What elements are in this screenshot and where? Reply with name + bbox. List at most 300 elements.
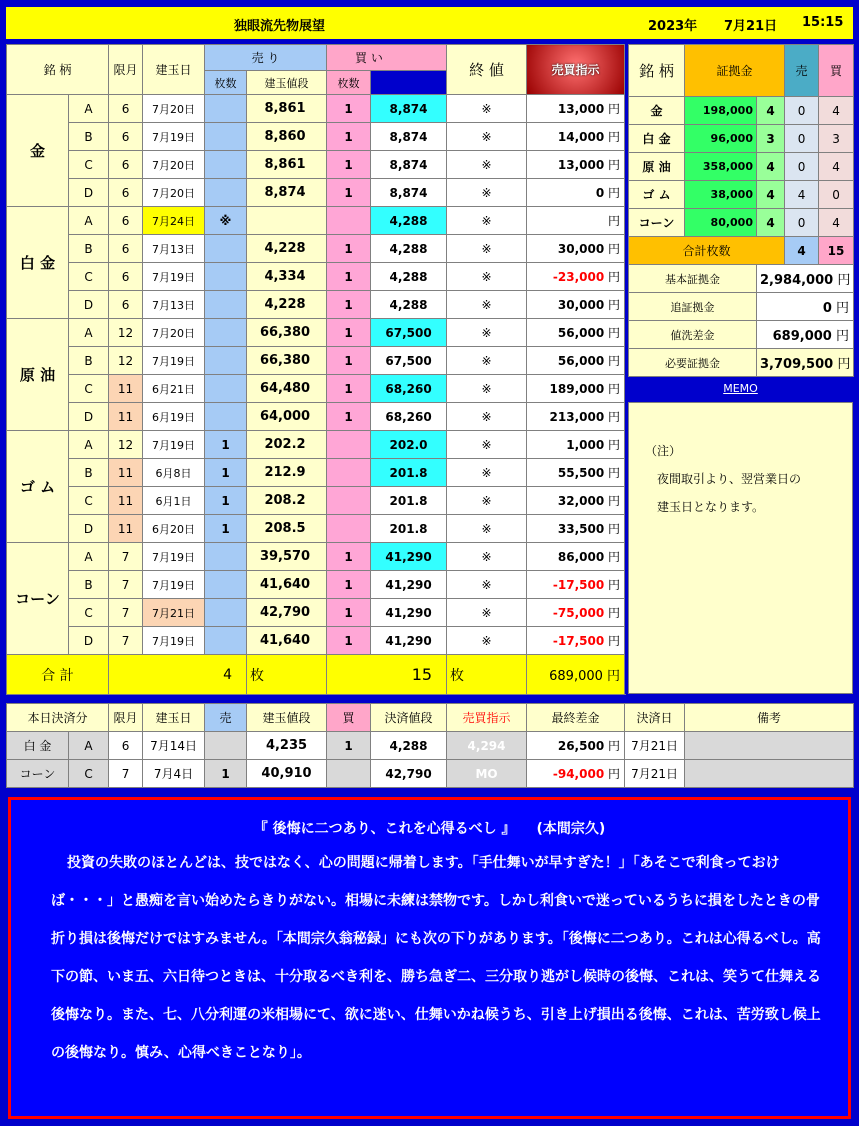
group-name: ゴ ム [7,431,69,543]
row-letter: D [69,179,109,207]
row-diff: -17,500 [552,634,605,648]
row-diff-cell [527,151,625,179]
row-date: 7月20日 [143,319,205,347]
margin-row [629,209,854,237]
row-buy-qty [327,207,371,235]
set-col-gentsuki: 限月 [109,704,143,732]
settle-sell: 1 [205,760,247,788]
summary-row [629,349,854,377]
row-month: 12 [109,347,143,375]
margin-buy: 3 [819,125,854,153]
totals-row [7,655,625,695]
row-month: 11 [109,403,143,431]
row-price: 41,640 [247,571,327,599]
memo-line: 建玉日となります。 [645,500,765,514]
row-yen: 円 [608,382,621,396]
row-yen: 円 [608,326,621,340]
row-buy-qty: 1 [327,235,371,263]
settle-note [685,732,854,760]
margin-name: 原 油 [629,153,685,181]
row-diff: 0 [595,186,605,200]
row-yen: 円 [608,242,621,256]
margin-buy: 4 [819,209,854,237]
margin-amount: 96,000 [685,125,757,153]
row-diff-cell [527,627,625,655]
margin-name: 白 金 [629,125,685,153]
row-yen: 円 [608,186,621,200]
row-sell-qty [205,123,247,151]
row-price: 64,000 [247,403,327,431]
margin-units: 4 [757,97,785,125]
row-close: 67,500 [371,347,447,375]
table-row [7,207,625,235]
row-price: 4,334 [247,263,327,291]
row-date: 7月21日 [143,599,205,627]
settle-settle-price: 42,790 [371,760,447,788]
settle-date: 7月14日 [143,732,205,760]
margin-amount: 80,000 [685,209,757,237]
row-price: 8,861 [247,151,327,179]
summary-value: 2,984,000 [760,273,834,288]
row-close: 8,874 [371,95,447,123]
settle-name: コーン [7,760,69,788]
row-close: 41,290 [371,543,447,571]
row-buy-qty: 1 [327,375,371,403]
margin-name: コーン [629,209,685,237]
row-close: 4,288 [371,263,447,291]
row-sell-qty: 1 [205,431,247,459]
row-date: 7月20日 [143,151,205,179]
row-diff-cell [527,347,625,375]
settle-date-done: 7月21日 [625,732,685,760]
header-time: 15:15 [802,15,844,30]
group-name: 白 金 [7,207,69,319]
table-row [7,543,625,571]
row-shiji: ※ [447,291,527,319]
summary-row [629,321,854,349]
row-sell-qty: ※ [205,207,247,235]
side-total-buy: 15 [819,237,854,265]
row-shiji: ※ [447,207,527,235]
row-date: 6月1日 [143,487,205,515]
settle-row [7,732,854,760]
row-diff-cell [527,459,625,487]
row-letter: D [69,515,109,543]
summary-label: 基本証拠金 [629,265,757,293]
row-diff: 30,000 [557,298,605,312]
row-shiji: ※ [447,95,527,123]
row-diff-cell [527,599,625,627]
row-buy-qty: 1 [327,123,371,151]
settle-note [685,760,854,788]
settle-row [7,760,854,788]
row-diff-cell [527,207,625,235]
row-sell-qty: 1 [205,515,247,543]
row-shiji: ※ [447,487,527,515]
row-price: 212.9 [247,459,327,487]
settle-buy [327,760,371,788]
settle-month: 7 [109,760,143,788]
row-shiji: ※ [447,431,527,459]
margin-buy: 0 [819,181,854,209]
baibai-shiji-button[interactable]: 売買指示 [527,45,625,95]
set-col-shiji: 売買指示 [447,704,527,732]
row-buy-qty [327,515,371,543]
row-close: 8,874 [371,123,447,151]
row-buy-qty: 1 [327,95,371,123]
settle-yen: 円 [608,767,621,781]
row-shiji: ※ [447,515,527,543]
memo-line: 夜間取引より、翌営業日の [645,472,802,486]
row-diff: 86,000 [557,550,605,564]
row-close: 4,288 [371,235,447,263]
row-close: 201.8 [371,459,447,487]
totals-yen: 円 [607,669,621,684]
set-col-kessaibi: 決済日 [625,704,685,732]
summary-yen: 円 [837,273,851,288]
side-col-shokokin: 証拠金 [685,45,785,97]
side-total-sell: 4 [785,237,819,265]
margin-name: ゴ ム [629,181,685,209]
row-diff-cell [527,291,625,319]
row-diff: -17,500 [552,578,605,592]
row-buy-qty: 1 [327,263,371,291]
row-price: 8,874 [247,179,327,207]
memo-line: （注） [645,444,682,458]
settle-price: 4,235 [247,732,327,760]
row-buy-qty: 1 [327,319,371,347]
row-yen: 円 [608,634,621,648]
settle-letter: A [69,732,109,760]
margin-row [629,153,854,181]
row-buy-qty: 1 [327,151,371,179]
row-diff: 13,000 [557,158,605,172]
row-letter: A [69,543,109,571]
row-diff: 33,500 [557,522,605,536]
row-month: 6 [109,123,143,151]
col-gentsuki: 限月 [109,45,143,95]
row-yen: 円 [608,102,621,116]
row-letter: C [69,375,109,403]
row-diff: 13,000 [557,102,605,116]
row-month: 11 [109,459,143,487]
settle-diff: -94,000 [552,767,605,781]
row-month: 6 [109,95,143,123]
quote-panel [8,797,851,1119]
row-diff: 32,000 [557,494,605,508]
row-date: 7月24日 [143,207,205,235]
row-diff-cell [527,487,625,515]
col-owarine: 終 値 [447,45,527,95]
table-row [7,179,625,207]
row-date: 7月20日 [143,179,205,207]
row-letter: D [69,627,109,655]
settle-price: 40,910 [247,760,327,788]
summary-value-cell [757,265,854,293]
summary-label: 必要証拠金 [629,349,757,377]
row-month: 7 [109,543,143,571]
row-diff-cell [527,431,625,459]
table-row [7,627,625,655]
table-row [7,515,625,543]
margin-amount: 358,000 [685,153,757,181]
table-row [7,123,625,151]
summary-value: 689,000 [772,329,832,344]
row-buy-qty: 1 [327,543,371,571]
row-diff-cell [527,403,625,431]
row-shiji: ※ [447,347,527,375]
row-date: 7月19日 [143,431,205,459]
row-yen: 円 [608,466,621,480]
row-sell-qty [205,627,247,655]
row-price: 41,640 [247,627,327,655]
set-col-tategyokubi: 建玉日 [143,704,205,732]
row-sell-qty [205,543,247,571]
table-row [7,403,625,431]
row-diff-cell [527,543,625,571]
group-name: 原 油 [7,319,69,431]
row-diff: 1,000 [566,438,605,452]
row-close: 202.0 [371,431,447,459]
margin-sell: 4 [785,181,819,209]
header-bar [6,7,853,39]
row-sell-qty [205,179,247,207]
quote-title: 『 後悔に二つあり、これを心得るべし 』 (本間宗久) [253,821,606,837]
margin-amount: 38,000 [685,181,757,209]
settle-shiji: 4,294 [447,732,527,760]
row-shiji: ※ [447,459,527,487]
table-row [7,459,625,487]
table-row [7,487,625,515]
row-sell-qty [205,291,247,319]
table-row [7,599,625,627]
row-yen: 円 [608,298,621,312]
row-sell-qty [205,235,247,263]
row-diff-cell [527,515,625,543]
margin-table [628,44,854,377]
memo-link[interactable]: MEMO [723,382,758,395]
row-month: 7 [109,627,143,655]
row-shiji: ※ [447,599,527,627]
row-buy-qty: 1 [327,599,371,627]
row-diff-cell [527,319,625,347]
header-date: 7月21日 [724,19,778,34]
row-price: 208.2 [247,487,327,515]
margin-units: 4 [757,181,785,209]
row-sell-qty [205,403,247,431]
row-price [247,207,327,235]
row-shiji: ※ [447,627,527,655]
memo-panel [628,402,853,694]
totals-buy-qty: 15 [327,655,447,695]
row-month: 6 [109,207,143,235]
row-close: 67,500 [371,319,447,347]
margin-buy: 4 [819,97,854,125]
row-close: 4,288 [371,207,447,235]
row-month: 11 [109,487,143,515]
summary-value-cell [757,321,854,349]
row-letter: A [69,95,109,123]
row-date: 7月19日 [143,347,205,375]
row-diff-cell [527,571,625,599]
totals-diff: 689,000 [549,669,603,684]
row-buy-qty [327,459,371,487]
positions-table [6,44,625,695]
row-close: 201.8 [371,515,447,543]
row-yen: 円 [608,494,621,508]
row-price: 202.2 [247,431,327,459]
side-total-label: 合計枚数 [629,237,785,265]
summary-row [629,293,854,321]
row-yen: 円 [608,438,621,452]
row-yen: 円 [608,214,621,228]
row-shiji: ※ [447,375,527,403]
row-month: 7 [109,571,143,599]
group-name: 金 [7,95,69,207]
row-sell-qty: 1 [205,487,247,515]
row-month: 11 [109,375,143,403]
row-sell-qty [205,95,247,123]
row-price: 42,790 [247,599,327,627]
row-buy-qty [327,431,371,459]
settlement-table [6,703,854,788]
row-month: 6 [109,151,143,179]
row-letter: B [69,459,109,487]
set-col-biko: 備考 [685,704,854,732]
margin-name: 金 [629,97,685,125]
row-yen: 円 [608,550,621,564]
row-buy-qty: 1 [327,571,371,599]
row-close: 68,260 [371,403,447,431]
row-yen: 円 [608,522,621,536]
margin-row [629,97,854,125]
row-yen: 円 [608,606,621,620]
row-yen: 円 [608,270,621,284]
col-uri: 売 り [205,45,327,71]
row-shiji: ※ [447,319,527,347]
row-shiji: ※ [447,151,527,179]
row-diff: 30,000 [557,242,605,256]
row-close: 8,874 [371,151,447,179]
table-row [7,431,625,459]
row-diff-cell [527,375,625,403]
row-date: 7月19日 [143,571,205,599]
row-sell-qty [205,263,247,291]
row-letter: C [69,263,109,291]
row-date: 6月8日 [143,459,205,487]
header-year: 2023年 [648,19,698,34]
margin-units: 3 [757,125,785,153]
set-col-label: 本日決済分 [7,704,109,732]
table-row [7,263,625,291]
row-month: 11 [109,515,143,543]
settle-shiji: MO [447,760,527,788]
margin-row [629,125,854,153]
row-letter: B [69,235,109,263]
row-yen: 円 [608,410,621,424]
summary-value: 3,709,500 [760,357,834,372]
col-price: 建玉値段 [247,71,327,95]
margin-sell: 0 [785,125,819,153]
summary-value-cell [757,349,854,377]
row-letter: B [69,123,109,151]
settle-yen: 円 [608,739,621,753]
row-price: 66,380 [247,319,327,347]
row-close: 68,260 [371,375,447,403]
row-letter: B [69,571,109,599]
row-month: 6 [109,263,143,291]
side-col-kai: 買 [819,45,854,97]
quote-body: 投資の失敗のほとんどは、技ではなく、心の問題に帰着します。「手仕舞いが早すぎた！」「あそこで利食っておけば・・・」と愚痴を言い始めたらきりがない。相場に未練は禁物です。しかし利食いで迷っているうちに損をしたときの骨折り損は後悔だけではすみません。「本間宗久翁秘録」にも次の下りがあります。「後悔に二つあり。これは心得るべし。高下の節、いま五、六日待つときは、十分取るべき利を、勝ち急ぎ二、三分取り逃がし候時の後悔、これは、笑うて仕舞える後悔なり。また、七、八分利運の米相場にて、欲に迷い、仕舞いかね候うち、引き上げ損出る後悔、これは、苦労致し候上の後悔なり。慎み、心得べきことなり」。 [51,855,821,1061]
row-buy-qty [327,487,371,515]
margin-units: 4 [757,153,785,181]
row-close: 41,290 [371,627,447,655]
row-letter: C [69,487,109,515]
margin-amount: 198,000 [685,97,757,125]
row-close: 8,874 [371,179,447,207]
settle-date: 7月4日 [143,760,205,788]
row-date: 7月19日 [143,263,205,291]
row-diff-cell [527,95,625,123]
row-letter: A [69,319,109,347]
row-shiji: ※ [447,179,527,207]
settle-settle-price: 4,288 [371,732,447,760]
row-date: 6月20日 [143,515,205,543]
row-letter: C [69,151,109,179]
row-price: 4,228 [247,291,327,319]
row-month: 6 [109,235,143,263]
row-shiji: ※ [447,263,527,291]
row-diff-cell [527,179,625,207]
totals-buy-unit: 枚 [447,655,527,695]
row-sell-qty [205,375,247,403]
row-date: 6月21日 [143,375,205,403]
margin-sell: 0 [785,209,819,237]
side-col-meigara: 銘 柄 [629,45,685,97]
settle-month: 6 [109,732,143,760]
table-row [7,375,625,403]
set-col-kai: 買 [327,704,371,732]
row-diff: 55,500 [557,466,605,480]
row-price: 208.5 [247,515,327,543]
settle-diff-cell [527,760,625,788]
settle-letter: C [69,760,109,788]
row-shiji: ※ [447,235,527,263]
row-month: 12 [109,431,143,459]
side-col-uri: 売 [785,45,819,97]
settle-diff: 26,500 [557,739,605,753]
row-diff: 56,000 [557,326,605,340]
settle-date-done: 7月21日 [625,760,685,788]
row-close: 41,290 [371,571,447,599]
row-month: 12 [109,319,143,347]
row-yen: 円 [608,158,621,172]
col-kai: 買 い [327,45,447,71]
summary-label: 値洗差金 [629,321,757,349]
table-row [7,95,625,123]
summary-row [629,265,854,293]
row-yen: 円 [608,130,621,144]
settle-sell [205,732,247,760]
summary-yen: 円 [837,357,851,372]
row-diff-cell [527,263,625,291]
row-shiji: ※ [447,543,527,571]
table-row [7,235,625,263]
totals-sell-unit: 枚 [247,655,327,695]
row-yen: 円 [608,354,621,368]
row-diff: 56,000 [557,354,605,368]
summary-label: 追証拠金 [629,293,757,321]
